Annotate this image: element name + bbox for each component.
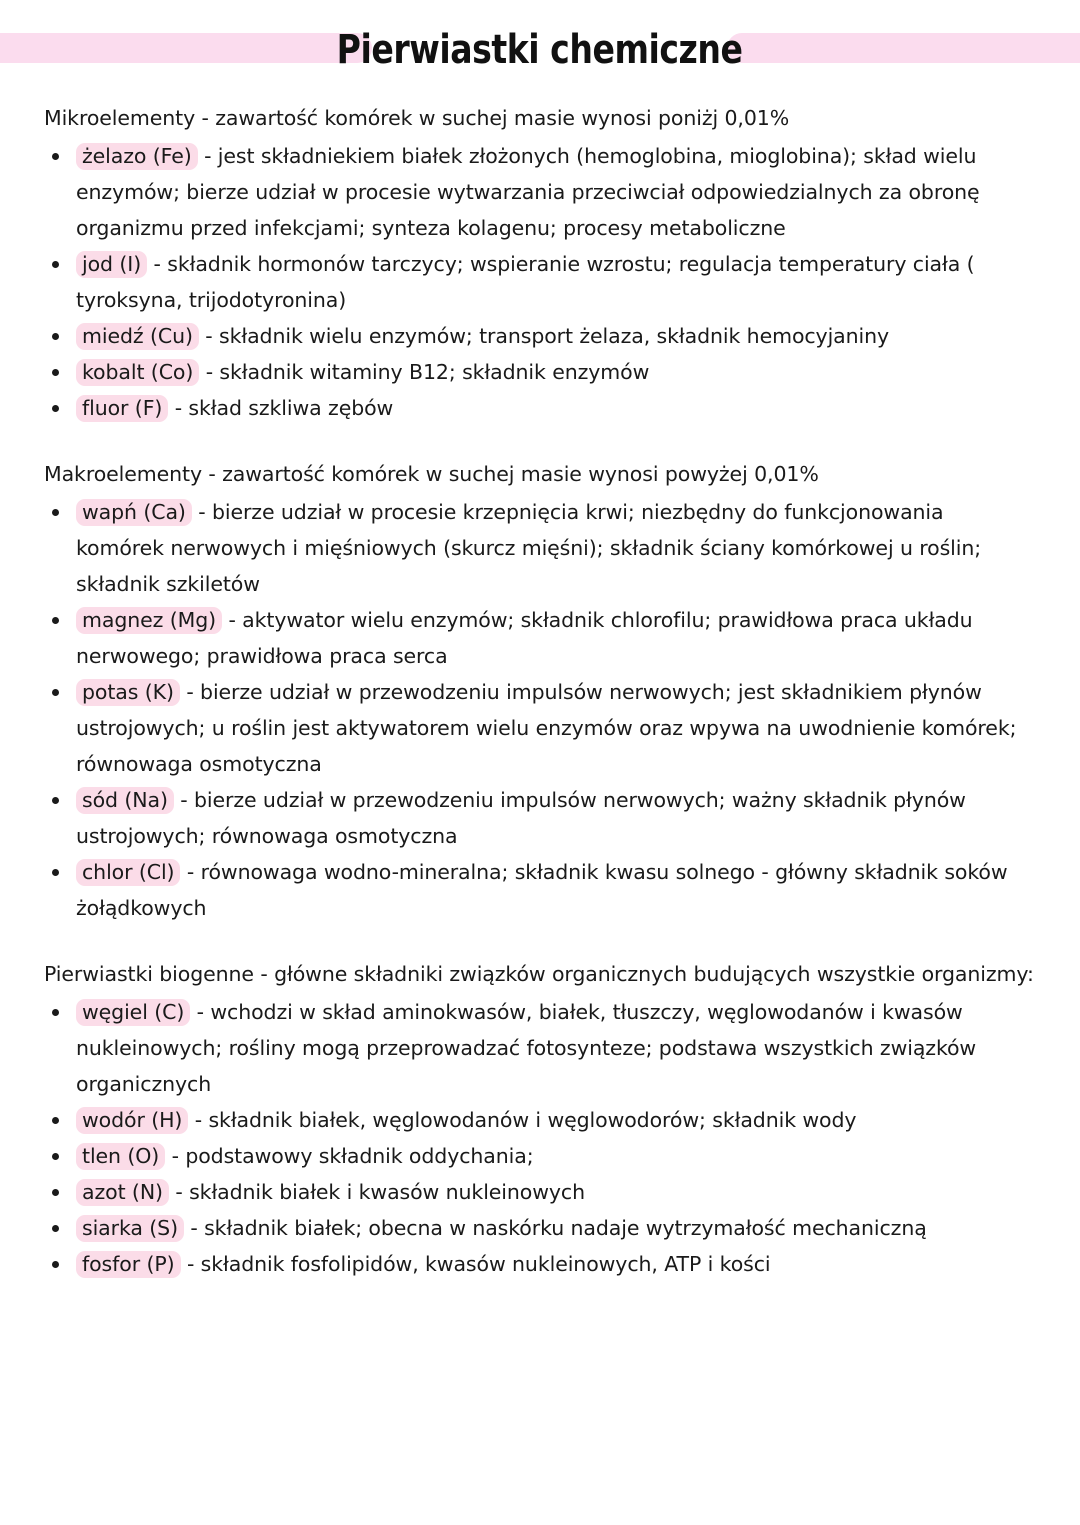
list-item (44, 390, 1036, 426)
element-description: - aktywator wielu enzymów; składnik chlorofilu; prawidłowa praca układu nerwowego; prawidłowa praca serca (76, 608, 973, 668)
element-description: - składnik wielu enzymów; transport żelaza, składnik hemocyjaniny (205, 324, 890, 348)
title-highlight-bar-right (727, 33, 1080, 63)
section-mikroelementy (44, 100, 1036, 426)
element-term: wodór (H) (76, 1107, 188, 1134)
element-list (44, 494, 1036, 926)
list-item (44, 494, 1036, 602)
element-term: jod (I) (76, 251, 147, 278)
notes-content (0, 100, 1080, 1282)
element-description: - podstawowy składnik oddychania; (171, 1144, 534, 1168)
element-term: potas (K) (76, 679, 180, 706)
list-item (44, 994, 1036, 1102)
section-divider (44, 926, 1036, 956)
list-item (44, 1138, 1036, 1174)
element-term: sód (Na) (76, 787, 174, 814)
element-list (44, 138, 1036, 426)
list-item (44, 354, 1036, 390)
element-description: - bierze udział w przewodzeniu impulsów nerwowych; ważny składnik płynów ustrojowych; równowaga osmotyczna (76, 788, 966, 848)
list-item (44, 1174, 1036, 1210)
section-pierwiastki-biogenne (44, 956, 1036, 1282)
section-heading: Pierwiastki biogenne - główne składniki związków organicznych budujących wszystkie organizmy: (44, 962, 1034, 986)
list-item (44, 602, 1036, 674)
element-term: miedź (Cu) (76, 323, 199, 350)
list-item (44, 1210, 1036, 1246)
list-item (44, 138, 1036, 246)
page-title-banner (0, 0, 1080, 100)
element-description: - składnik białek, węglowodanów i węglowodorów; składnik wody (194, 1108, 857, 1132)
element-term: magnez (Mg) (76, 607, 222, 634)
element-description: - równowaga wodno-mineralna; składnik kwasu solnego - główny składnik soków żołądkowych (76, 860, 1008, 920)
element-description: - składnik białek i kwasów nukleinowych (175, 1180, 585, 1204)
element-list (44, 994, 1036, 1282)
element-term: tlen (O) (76, 1143, 165, 1170)
element-description: - jest składniekiem białek złożonych (hemoglobina, mioglobina); skład wielu enzymów; bierze udział w procesie wytwarzania przeciwciał odpowiedzialnych za obronę organizmu przed infekcjami; synteza kolagenu; procesy metaboliczne (76, 144, 980, 240)
element-term: żelazo (Fe) (76, 143, 198, 170)
list-item (44, 854, 1036, 926)
list-item (44, 318, 1036, 354)
element-description: - składnik witaminy B12; składnik enzymów (205, 360, 650, 384)
section-heading: Mikroelementy - zawartość komórek w suchej masie wynosi poniżj 0,01% (44, 106, 790, 130)
list-item (44, 1102, 1036, 1138)
element-term: fosfor (P) (76, 1251, 181, 1278)
element-term: azot (N) (76, 1179, 169, 1206)
element-term: węgiel (C) (76, 999, 190, 1026)
element-term: kobalt (Co) (76, 359, 199, 386)
section-heading: Makroelementy - zawartość komórek w suchej masie wynosi powyżej 0,01% (44, 462, 819, 486)
element-term: wapń (Ca) (76, 499, 192, 526)
element-term: chlor (Cl) (76, 859, 180, 886)
section-divider (44, 426, 1036, 456)
element-description: - skład szkliwa zębów (174, 396, 394, 420)
list-item (44, 674, 1036, 782)
element-description: - bierze udział w procesie krzepnięcia krwi; niezbędny do funkcjonowania komórek nerwowych i mięśniowych (skurcz mięśni); składnik ściany komórkowej u roślin; składnik szkiletów (76, 500, 982, 596)
element-description: - bierze udział w przewodzeniu impulsów nerwowych; jest składnikiem płynów ustrojowych; u roślin jest aktywatorem wielu enzymów oraz wpywa na uwodnienie komórek; równowaga osmotyczna (76, 680, 1017, 776)
element-term: fluor (F) (76, 395, 168, 422)
list-item (44, 246, 1036, 318)
element-description: - składnik białek; obecna w naskórku nadaje wytrzymałość mechaniczną (190, 1216, 927, 1240)
title-highlight-bar-left (0, 33, 372, 63)
element-description: - składnik fosfolipidów, kwasów nukleinowych, ATP i kości (186, 1252, 771, 1276)
list-item (44, 782, 1036, 854)
element-description: - wchodzi w skład aminokwasów, białek, tłuszczy, węglowodanów i kwasów nukleinowych; rośliny mogą przeprowadzać fotosynteze; podstawa wszystkich związków organicznych (76, 1000, 977, 1096)
element-description: - składnik hormonów tarczycy; wspieranie wzrostu; regulacja temperatury ciała ( tyroksyna, trijodotyronina) (76, 252, 975, 312)
section-makroelementy (44, 456, 1036, 926)
list-item (44, 1246, 1036, 1282)
page-title: Pierwiastki chemiczne (337, 27, 743, 73)
element-term: siarka (S) (76, 1215, 184, 1242)
